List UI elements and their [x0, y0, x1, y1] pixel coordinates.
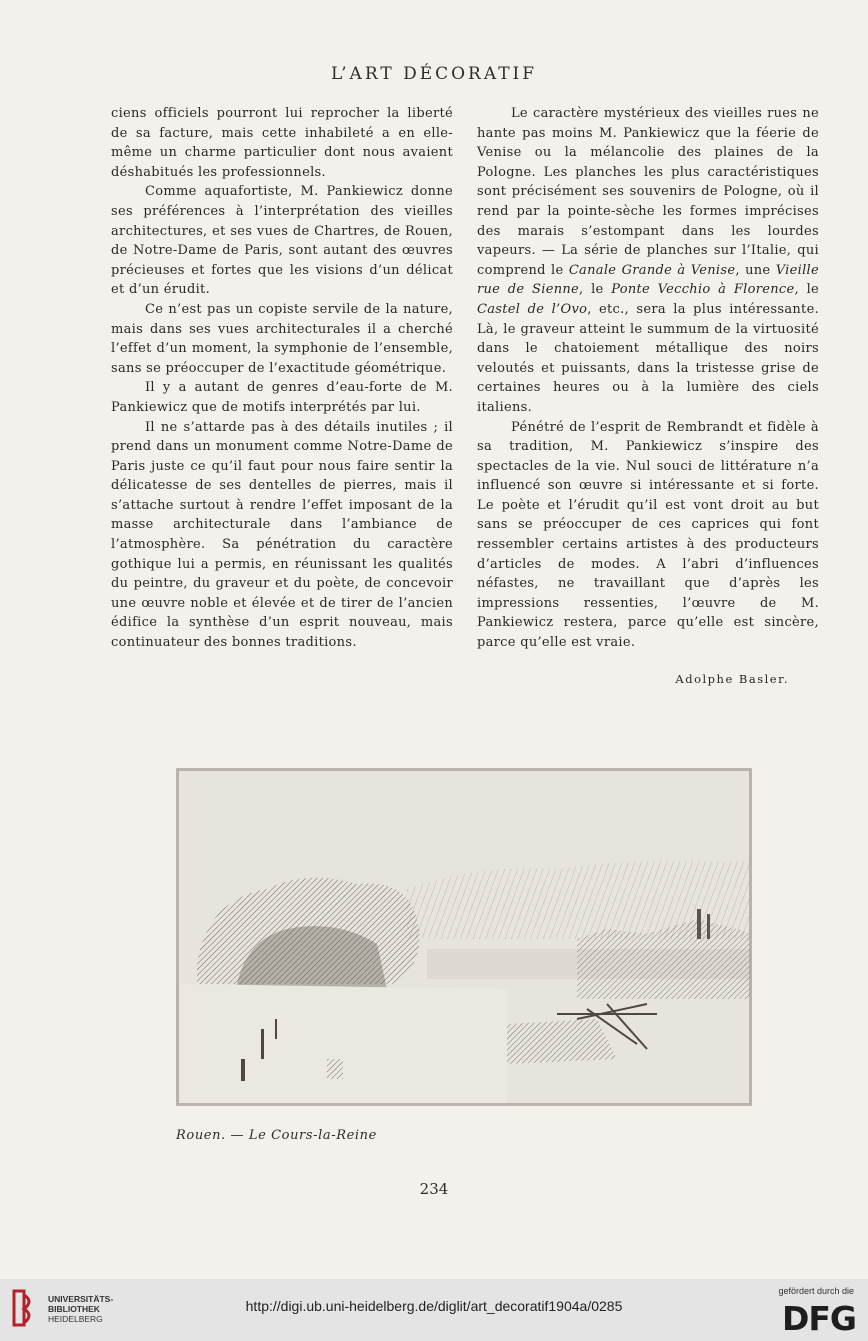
- text-run: , etc., sera la plus intéressante. Là, le graveur atteint le summum de la virtuosité dans le chatoiement métallique des noirs veloutés et puissants, dans la tristesse grise de certaines heures ou à la lumière des ciels italiens.: [477, 301, 819, 415]
- dfg-logo: DFG: [781, 1299, 856, 1338]
- artwork-title: Canale Grande à Venise: [568, 262, 736, 278]
- paragraph: Pénétré de l’esprit de Rembrandt et fidèle à sa tradition, M. Pankiewicz s’inspire des spectacles de la vie. Nul souci de littérature n’a influencé son œuvre si intéressante et si forte. Le poète et l’érudit qu’il est vont droit au but sans se préoccuper de ces caprices qui font ressembler certains artistes à des producteurs d’articles de modes. A l’abri d’influences néfastes, ne travaillant que d’après les impressions ressenties, l’œuvre de M. Pankiewicz restera, parce qu’elle est sincère, parce qu’elle est vraie.: [477, 419, 819, 651]
- digitization-footer: [0, 1279, 868, 1341]
- figure-caption: Rouen. — Le Cours-la-Reine: [176, 1128, 377, 1143]
- text-run: , le: [794, 282, 820, 298]
- library-name-line: HEIDELBERG: [48, 1314, 103, 1324]
- library-name-line: UNIVERSITÄTS-: [48, 1294, 114, 1304]
- paragraph: Ce n’est pas un copiste servile de la nature, mais dans ses vues architecturales il a cherché l’effet d’un moment, la symphonie de l’ensemble, sans se préoccuper de l’exactitude géométrique.: [111, 301, 453, 376]
- paragraph: Comme aquafortiste, M. Pankiewicz donne ses préférences à l’interprétation des vieilles architectures, et ses vues de Chartres, de Rouen, de Notre-Dame de Paris, sont autant des œuvres précieuses et fortes que les visions d’un délicat et d’un érudit.: [111, 184, 453, 298]
- page-number: 234: [419, 1180, 449, 1198]
- running-header: L’ART DÉCORATIF: [330, 64, 538, 84]
- artwork-title: Castel de l’Ovo: [477, 301, 588, 317]
- source-url-link[interactable]: http://digi.ub.uni-heidelberg.de/diglit/art_decoratif1904a/0285: [245, 1298, 623, 1314]
- text-run: Le caractère mystérieux des vieilles rues ne hante pas moins M. Pankiewicz que la féerie de Venise ou la mélancolie des plaines de la Pologne. Les planches les plus caractéristiques sont précisément ses souvenirs de Pologne, où il rend par la pointe-sèche les formes imprécises des marais s’estompant dans les lourdes vapeurs. — La série de planches sur l’Italie, qui comprend le: [477, 106, 819, 278]
- left-column: [111, 104, 453, 653]
- author-signature: Adolphe Basler.: [675, 671, 789, 686]
- paragraph: [477, 104, 819, 418]
- artwork-title: Vieille rue de Sienne: [477, 262, 819, 298]
- paragraph: ciens officiels pourront lui reprocher la liberté de sa facture, mais cette inhabileté a en elle-même un charme particulier dont nous avaient déshabitués les professionnels.: [111, 106, 453, 180]
- artwork-title: Ponte Vecchio à Florence: [611, 282, 795, 298]
- library-name-line: BIBLIOTHEK: [48, 1304, 100, 1314]
- paragraph: Il y a autant de genres d’eau-forte de M. Pankiewicz que de motifs interprétés par lui.: [111, 380, 453, 415]
- etching-illustration: [176, 768, 752, 1106]
- text-run: , une: [735, 262, 776, 278]
- etching-drawing: [177, 769, 751, 1105]
- text-run: , le: [579, 282, 612, 298]
- paragraph: Il ne s’attarde pas à des détails inutiles ; il prend dans un monument comme Notre-Dame de Paris juste ce qu’il faut pour nous faire sentir la délicatesse de ses dentelles de pierres, mais il s’attache surtout à rendre l’effet imposant de la masse architecturale dans l’ambiance de l’atmosphère. Sa pénétration du caractère gothique lui a permis, en réunissant les qualités du peintre, du graveur et du poète, de concevoir une œuvre noble et élevée et de tirer de l’ancien édifice la synthèse d’un esprit nouveau, mais continuateur des bonnes traditions.: [111, 419, 453, 651]
- funding-note: gefördert durch die: [778, 1286, 854, 1296]
- right-column: [477, 104, 819, 689]
